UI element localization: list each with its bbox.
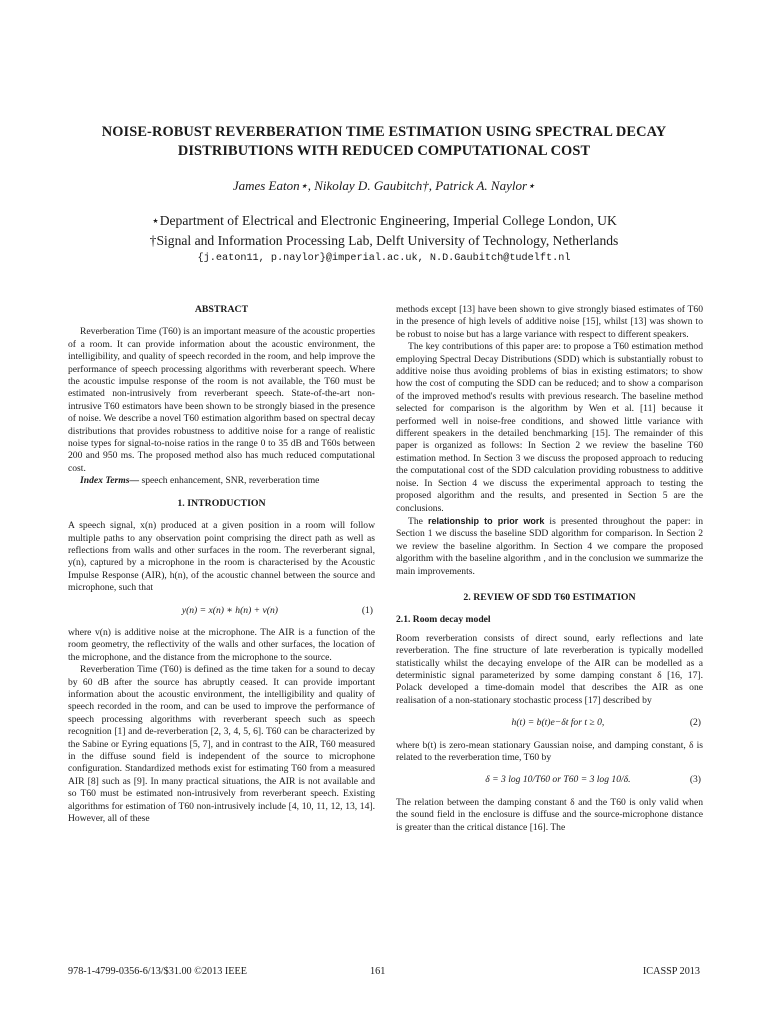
title-line-1: NOISE-ROBUST REVERBERATION TIME ESTIMATION USING SPECTRAL DECAY [101, 124, 667, 140]
right-paragraph-1: methods except [13] have been shown to give strongly biased estimates of T60 in the presence of high levels of additive noise [15], whilst [13] was shown to be robust to noise but has a large variance with respect to different speakers. [396, 304, 703, 340]
emails: {j.eaton11, p.naylor}@imperial.ac.uk, N.D.Gaubitch@tudelft.nl [197, 253, 571, 264]
right-paragraph-2: The key contributions of this paper are: to propose a T60 estimation method employing Spectral Decay Distributions (SDD) which is substantially robust to additive noise thus avoiding problems of bias in existing estimators; to show how the cost of computing the SDD can be reduced; and to show a comparison of the improved method's results with previous research. The baseline method selected for comparison is the algorithm by Wen et al. [11] because it performed well in noise-free conditions, and showed little variance with different speakers in the detailed benchmarking [15]. The remainder of this paper is organized as follows: In Section 2 we review the baseline T60 estimation method. In Section 3 we discuss the proposed approach to reducing the computational cost of the SDD calculation providing robustness to additive noise. In Section 4 we discuss the experimental approach to testing the proposed algorithm and the results, and presented in Section 5 are the conclusions. [396, 341, 703, 514]
footer-page-number: 161 [370, 966, 386, 977]
title-line-2: DISTRIBUTIONS WITH REDUCED COMPUTATIONAL COST [177, 143, 591, 159]
intro-paragraph-1: A speech signal, x(n) produced at a given position in a room will follow multiple paths to any observation point comprising the direct path as well as reflections from walls and other surfaces in the room. The reverberant signal, y(n), captured by a microphone in the room is characterised by the Acoustic Impulse Response (AIR), h(n), of the acoustic channel between the source and microphone, such that [68, 520, 375, 594]
p3-start: The [408, 515, 428, 527]
room-decay-paragraph: Room reverberation consists of direct sound, early reflections and late reverberation. The fine structure of late reverberation is typically modelled statistically whilst the decaying envelope of the AIR can be modelled as a deterministic signal parameterized by some damping constant δ [16, 17]. Polack developed a time-domain model that describes the AIR as one realisation of a non-stationary stochastic process [17] described by [396, 632, 703, 706]
equation-1-number: (1) [361, 604, 373, 616]
left-column [68, 304, 375, 825]
authors: James Eaton⋆, Nikolay D. Gaubitch†, Patrick A. Naylor⋆ [232, 178, 536, 193]
abstract-text: Reverberation Time (T60) is an important measure of the acoustic properties of a room. It can provide information about the acoustic environment, the intelligibility, and quality of speech recorded in the room, and help improve the performance of speech processing algorithms with reverberant speech. Where the acoustic impulse response of the room is not available, the T60 must be estimated non-intrusively from reverberant speech. State-of-the-art non-intrusive T60 estimators have been shown to be strongly biased in the presence of noise. We describe a novel T60 estimation algorithm based on spectral decay distributions that provides robustness to additive noise for a range of realistic noise types for signal-to-noise ratios in the range 0 to 35 dB and T60s between 200 and 950 ms. The proposed method also has much reduced computational cost. [68, 326, 375, 474]
equation-2-number: (2) [689, 717, 701, 729]
footer-conference: ICASSP 2013 [642, 966, 700, 977]
equation-3 [396, 774, 703, 786]
section-2-heading: 2. REVIEW OF SDD T60 ESTIMATION [463, 591, 636, 603]
equation-2 [396, 717, 703, 729]
footer-copyright: 978-1-4799-0356-6/13/$31.00 ©2013 IEEE [68, 966, 247, 977]
p3-end: is presented throughout the paper: in Section 1 we discuss the baseline SDD algorithm for comparison. In Section 2 we review the baseline algorithm. In Section 4 we compare the proposed algorithm with the baseline algorithm , and in the conclusion we summarize the main improvements. [396, 515, 703, 577]
equation-3-expr: δ = 3 log 10/T60 or T60 = 3 log 10/δ. [485, 774, 631, 786]
affiliations [60, 211, 708, 251]
damping-paragraph: where b(t) is zero-mean stationary Gaussian noise, and damping constant, δ is related to the reverberation time, T60 by [396, 739, 703, 763]
affiliation-2: †Signal and Information Processing Lab, Delft University of Technology, Netherlands [149, 233, 619, 248]
prior-work-emphasis: relationship to prior work [427, 515, 545, 526]
right-paragraph-3 [396, 515, 703, 578]
affiliation-1: ⋆Department of Electrical and Electronic Engineering, Imperial College London, UK [151, 213, 617, 228]
right-column [396, 304, 703, 834]
abstract-heading: ABSTRACT [194, 304, 249, 315]
intro-paragraph-2: where v(n) is additive noise at the microphone. The AIR is a function of the room geometry, the reflectivity of the walls and other surfaces, the location of the microphone, and the distance from the microphone to the source. [68, 626, 375, 663]
equation-3-number: (3) [689, 774, 701, 786]
equation-2-expr: h(t) = b(t)e−δt for t ≥ 0, [511, 717, 605, 729]
index-terms-text: speech enhancement, SNR, reverberation time [139, 475, 320, 487]
relation-paragraph: The relation between the damping constant δ and the T60 is only valid when the sound field in the enclosure is diffuse and the source-microphone distance is greater than the critical distance [16]. The [396, 796, 703, 833]
equation-1 [68, 605, 375, 617]
index-terms-label: Index Terms— [80, 475, 140, 487]
equation-1-expr: y(n) = x(n) ∗ h(n) + v(n) [181, 604, 278, 616]
subsection-2-1-heading: 2.1. Room decay model [396, 614, 491, 626]
paper-title [60, 123, 708, 161]
intro-heading: 1. INTRODUCTION [177, 497, 266, 509]
intro-paragraph-3: Reverberation Time (T60) is defined as the time taken for a sound to decay by 60 dB after the source has abruptly ceased. It can provide important information about the acoustic environment, the intelligibility and quality of speech recorded in the room, and can be used to improve the performance of speech processing algorithms with reverberant speech such as speech recognition [1] and de-reverberation [2, 3, 4, 5, 6]. T60 can be characterized by the Sabine or Eyring equations [5, 7], and in contrast to the AIR, T60 measured in the diffuse sound field is independent of the source to microphone configuration. Standardized methods exist for estimating T60 from a measured AIR [8] such as [9]. In many practical situations, the AIR is not available and so T60 must be estimated non-intrusively from reverberant speech. Existing algorithms for estimation of T60 non-intrusively include [4, 10, 11, 12, 13, 14]. However, all of these [68, 664, 375, 825]
index-terms [68, 475, 375, 487]
